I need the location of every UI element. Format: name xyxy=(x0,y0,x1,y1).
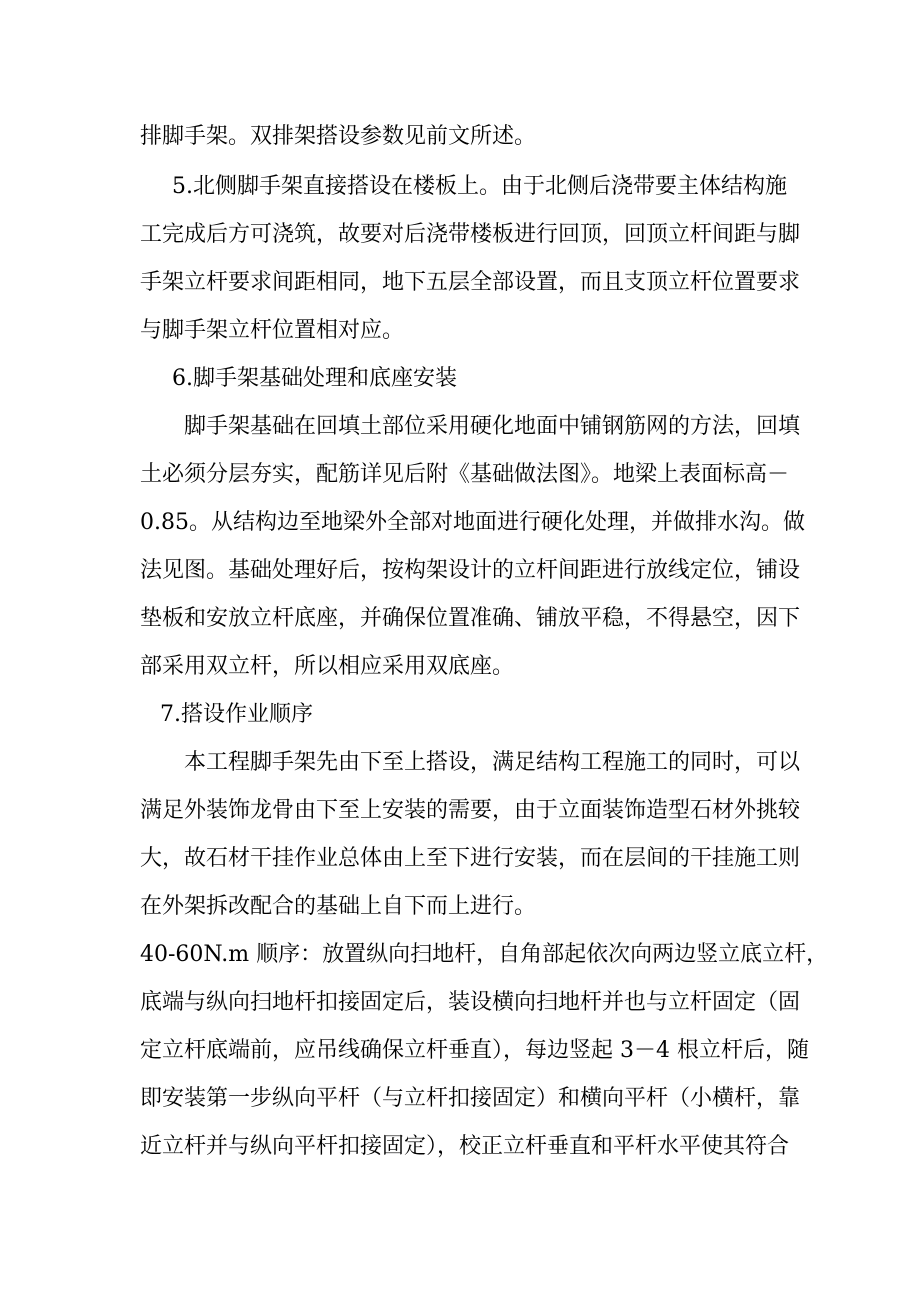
text-line: 与脚手架立杆位置相对应。 xyxy=(140,318,405,343)
text-line: 即安装第一步纵向平杆（与立杆扣接固定）和横向平杆（小横杆，靠 xyxy=(140,1086,801,1111)
text-line: 近立杆并与纵向平杆扣接固定），校正立杆垂直和平杆水平使其符合 xyxy=(140,1134,790,1159)
text-line: 大，故石材干挂作业总体由上至下进行安装，而在层间的干挂施工则 xyxy=(140,846,801,871)
text-line: 在外架拆改配合的基础上自下而上进行。 xyxy=(140,894,537,919)
text-line: 定立杆底端前，应吊线确保立杆垂直），每边竖起 3－4 根立杆后，随 xyxy=(140,1038,809,1063)
text-line: 法见图。基础处理好后，按构架设计的立杆间距进行放线定位，铺设 xyxy=(140,558,801,583)
section-heading: 7.搭设作业顺序 xyxy=(160,702,313,727)
text-line: 0.85。从结构边至地梁外全部对地面进行硬化处理，并做排水沟。做 xyxy=(140,510,805,535)
text-line: 手架立杆要求间距相同，地下五层全部设置，而且支顶立杆位置要求 xyxy=(140,270,801,295)
text-line: 垫板和安放立杆底座，并确保位置准确、铺放平稳，不得悬空，因下 xyxy=(140,606,801,631)
text-line: 工完成后方可浇筑，故要对后浇带楼板进行回顶，回顶立杆间距与脚 xyxy=(140,222,801,247)
text-line: 部采用双立杆，所以相应采用双底座。 xyxy=(140,654,515,679)
text-line: 脚手架基础在回填土部位采用硬化地面中铺钢筋网的方法，回填 xyxy=(184,414,801,439)
text-line: 40-60N.m 顺序：放置纵向扫地杆，自角部起依次向两边竖立底立杆， xyxy=(140,942,829,967)
text-line: 排脚手架。双排架搭设参数见前文所述。 xyxy=(140,124,537,149)
text-line: 5.北侧脚手架直接搭设在楼板上。由于北侧后浇带要主体结构施 xyxy=(172,174,787,199)
section-heading: 6.脚手架基础处理和底座安装 xyxy=(172,366,457,391)
text-line: 满足外装饰龙骨由下至上安装的需要，由于立面装饰造型石材外挑较 xyxy=(140,798,801,823)
text-line: 本工程脚手架先由下至上搭设，满足结构工程施工的同时，可以 xyxy=(184,750,801,775)
text-line: 底端与纵向扫地杆扣接固定后，装设横向扫地杆并也与立杆固定（固 xyxy=(140,990,801,1015)
text-line: 土必须分层夯实，配筋详见后附《基础做法图》。地梁上表面标高－ xyxy=(140,462,790,487)
